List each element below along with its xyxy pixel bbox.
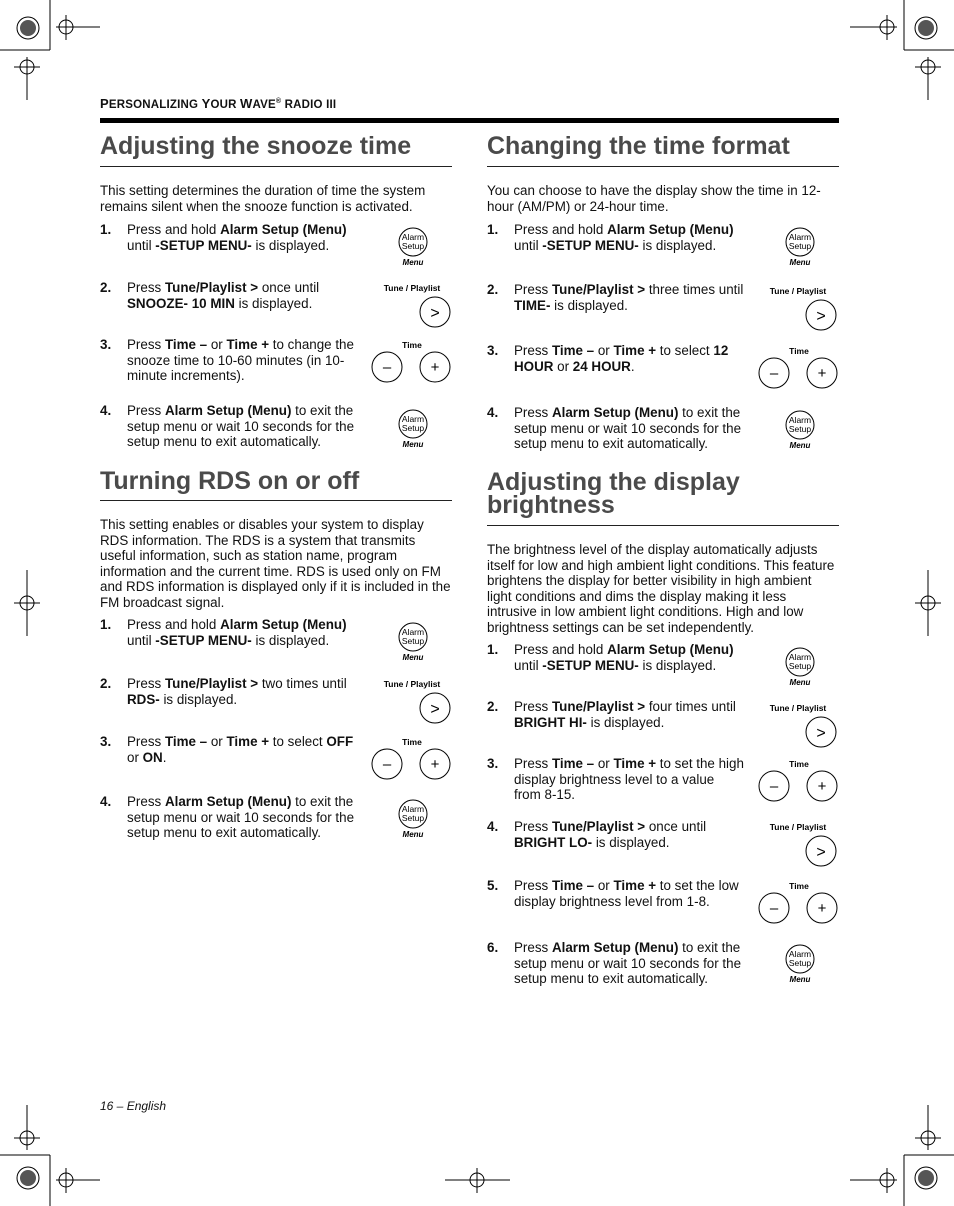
tune-playlist-button-graphic xyxy=(767,702,839,750)
svg-text:Menu: Menu xyxy=(789,258,811,267)
svg-text:Setup: Setup xyxy=(401,813,425,823)
svg-text:>: > xyxy=(816,308,826,325)
page-footer: 16 – English xyxy=(100,1099,167,1113)
svg-text:–: – xyxy=(769,778,779,795)
svg-text:Tune / Playlist: Tune / Playlist xyxy=(769,703,827,713)
svg-text:Time: Time xyxy=(789,346,809,356)
top-rule xyxy=(100,118,839,123)
time-buttons-icon xyxy=(758,880,840,933)
svg-text:+: + xyxy=(817,778,827,795)
tune-playlist-button-graphic xyxy=(381,678,453,726)
svg-text:Tune / Playlist: Tune / Playlist xyxy=(383,679,441,689)
tune-playlist-icon xyxy=(381,282,453,335)
svg-text:Alarm: Alarm xyxy=(401,232,425,242)
svg-text:Menu: Menu xyxy=(402,440,424,449)
svg-text:Time: Time xyxy=(789,881,809,891)
brightness-heading: Adjusting the display brightness xyxy=(487,468,740,519)
alarm-setup-button-graphic xyxy=(784,943,820,985)
time-format-heading-rule xyxy=(487,166,839,167)
svg-text:+: + xyxy=(430,756,440,773)
time-buttons-icon xyxy=(371,339,453,392)
svg-text:>: > xyxy=(816,725,826,742)
svg-text:Menu: Menu xyxy=(402,653,424,662)
svg-text:+: + xyxy=(817,365,827,382)
alarm-setup-button-graphic xyxy=(397,226,433,268)
svg-text:+: + xyxy=(430,359,440,376)
alarm-setup-icon xyxy=(784,943,820,990)
tune-playlist-button-graphic xyxy=(381,282,453,330)
time-format-intro: You can choose to have the display show the time in 12-hour (AM/PM) or 24-hour time. xyxy=(487,183,821,214)
svg-text:Menu: Menu xyxy=(789,441,811,450)
svg-text:Tune / Playlist: Tune / Playlist xyxy=(769,822,827,832)
svg-text:Setup: Setup xyxy=(788,661,812,671)
svg-text:Setup: Setup xyxy=(401,423,425,433)
svg-text:Alarm: Alarm xyxy=(788,232,812,242)
svg-text:Setup: Setup xyxy=(401,636,425,646)
brightness-intro: The brightness level of the display automatically adjusts itself for low and high ambient light conditions. This feature brightens the display for better visibility in high ambient light conditions and dims the display making it less intrusive in low ambient light conditions. High and low brightness settings can be set independently. xyxy=(487,542,835,635)
time-format-heading: Changing the time format xyxy=(487,132,790,160)
svg-text:–: – xyxy=(382,359,392,376)
time-button-graphic xyxy=(758,345,840,393)
alarm-setup-button-graphic xyxy=(784,409,820,451)
tune-playlist-icon xyxy=(767,285,839,338)
snooze-heading-rule xyxy=(100,166,452,167)
svg-text:Menu: Menu xyxy=(402,830,424,839)
time-button-graphic xyxy=(371,339,453,387)
time-button-graphic xyxy=(758,880,840,928)
tune-playlist-icon xyxy=(767,702,839,755)
svg-text:Tune / Playlist: Tune / Playlist xyxy=(383,283,441,293)
alarm-setup-button-graphic xyxy=(784,646,820,688)
svg-text:Alarm: Alarm xyxy=(788,652,812,662)
svg-text:Time: Time xyxy=(402,340,422,350)
svg-text:Alarm: Alarm xyxy=(401,627,425,637)
svg-text:–: – xyxy=(769,365,779,382)
alarm-setup-icon xyxy=(397,226,433,273)
tune-playlist-icon xyxy=(767,821,839,874)
rds-intro: This setting enables or disables your system to display RDS information. The RDS is a system that transmits useful information, such as station name, program information and the current time. RDS is used only on FM and RDS information is displayed only if it is included in the FM broadcast signal. xyxy=(100,517,451,610)
tune-playlist-button-graphic xyxy=(767,821,839,869)
svg-text:Menu: Menu xyxy=(789,975,811,984)
running-head: PERSONALIZING YOUR WAVE® RADIO III xyxy=(100,96,337,111)
alarm-setup-icon xyxy=(397,798,433,845)
time-buttons-icon xyxy=(371,736,453,789)
time-buttons-icon xyxy=(758,345,840,398)
brightness-heading-rule xyxy=(487,525,839,526)
alarm-setup-icon xyxy=(784,409,820,456)
snooze-intro: This setting determines the duration of time the system remains silent when the snooze function is activated. xyxy=(100,183,426,214)
tune-playlist-icon xyxy=(381,678,453,731)
svg-text:+: + xyxy=(817,900,827,917)
svg-text:Time: Time xyxy=(402,737,422,747)
alarm-setup-icon xyxy=(784,226,820,273)
svg-text:>: > xyxy=(430,305,440,322)
svg-text:Setup: Setup xyxy=(788,424,812,434)
alarm-setup-button-graphic xyxy=(784,226,820,268)
alarm-setup-button-graphic xyxy=(397,798,433,840)
alarm-setup-button-graphic xyxy=(397,621,433,663)
svg-text:Setup: Setup xyxy=(401,241,425,251)
time-button-graphic xyxy=(371,736,453,784)
alarm-setup-icon xyxy=(397,621,433,668)
rds-heading-rule xyxy=(100,500,452,501)
svg-text:Alarm: Alarm xyxy=(401,414,425,424)
svg-text:Alarm: Alarm xyxy=(788,415,812,425)
svg-text:Alarm: Alarm xyxy=(401,804,425,814)
time-button-graphic xyxy=(758,758,840,806)
alarm-setup-icon xyxy=(397,408,433,455)
svg-text:–: – xyxy=(769,900,779,917)
snooze-heading: Adjusting the snooze time xyxy=(100,132,412,160)
svg-text:–: – xyxy=(382,756,392,773)
alarm-setup-icon xyxy=(784,646,820,693)
rds-heading: Turning RDS on or off xyxy=(100,467,360,495)
svg-text:Time: Time xyxy=(789,759,809,769)
svg-text:Setup: Setup xyxy=(788,958,812,968)
svg-text:Alarm: Alarm xyxy=(788,949,812,959)
svg-text:Menu: Menu xyxy=(789,678,811,687)
tune-playlist-button-graphic xyxy=(767,285,839,333)
svg-text:Menu: Menu xyxy=(402,258,424,267)
svg-text:Tune / Playlist: Tune / Playlist xyxy=(769,286,827,296)
svg-text:Setup: Setup xyxy=(788,241,812,251)
time-buttons-icon xyxy=(758,758,840,811)
svg-text:>: > xyxy=(816,844,826,861)
svg-text:>: > xyxy=(430,701,440,718)
alarm-setup-button-graphic xyxy=(397,408,433,450)
